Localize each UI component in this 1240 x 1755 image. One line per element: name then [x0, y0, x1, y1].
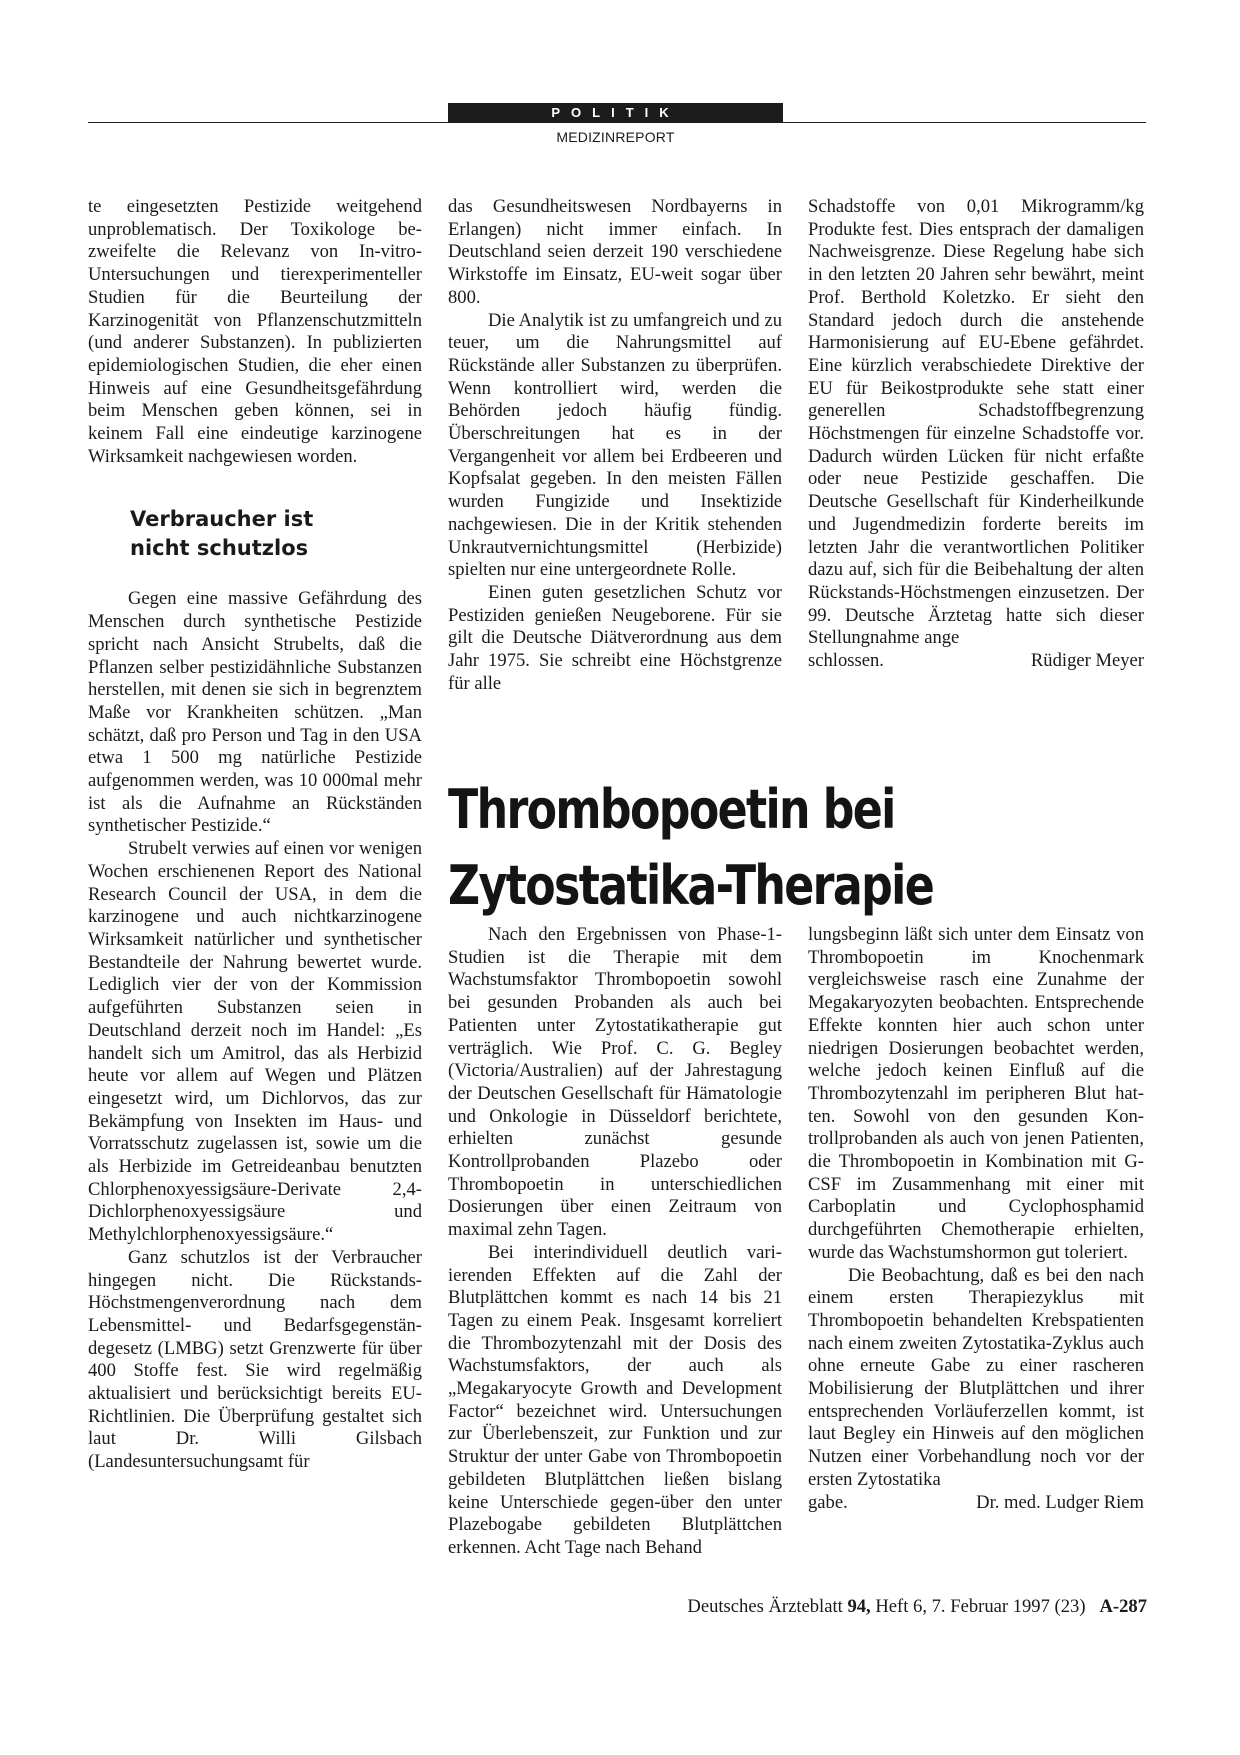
paragraph: Strubelt verwies auf einen vor wenigen Wochen erschienenen Report des National Research Council der USA, in dem die karzinogene und auch nichtkarzinogene Wirksamkeit natürlicher und synthetischer Bestandteile der Nahrung bewertet wurde. Lediglich vier der von der Kommission aufgeführten Substanzen seien in Deutschland derzeit noch im Handel: „Es handelt sich um Amitrol, das als Herbizid heute vor allem auf Wegen und Plätzen eingesetzt wird, um Dichlorvos, das zur Bekämpfung von Insekten im Haus- und Vorratsschutz zugelassen ist, sowie um die als Herbizide im Getreideanbau benutzten Chlorphenoxyessigsäure-Derivate 2,4-Dichlorphenoxyessigsäure und Methylchlorphenoxyessigsäure.“	[88, 838, 422, 1246]
paragraph: Gegen eine massive Gefährdung des Menschen durch synthetische Pestizide spricht nach Ansicht Strubelts, daß die Pflanzen selber pestizidähnliche Substanzen herstellen, mit denen sie sich in begrenztem Maße vor Krankheiten schützen. „Man schätzt, daß pro Person und Tag in den USA etwa 1 500 mg natürliche Pestizide aufgenommen werden, was 10 000mal mehr ist als die Aufnahme an Rückständen synthetischer Pestizide.“	[88, 588, 422, 837]
author-name: Rüdiger Meyer	[1030, 650, 1144, 672]
paragraph: Einen guten gesetzlichen Schutz vor Pestiziden genießen Neugeborene. Für sie gilt die Deutsche Diätverordnung aus dem Jahr 1975. Sie schreibt eine Höchstgrenze für alle	[448, 581, 782, 694]
signature-line	[808, 650, 1144, 673]
section-label: POLITIK	[448, 103, 783, 123]
volume-number: 94,	[847, 1596, 871, 1617]
paragraph: Bei interindividuell deutlich variierenden Effekten auf die Zahl der Blutplättchen kommt es nach 14 bis 21 Tagen zu einem Peak. Insgesamt korreliert die Thrombozytenzahl mit der Dosis des Wachstumsfaktors, der auch als „Megakaryocyte Growth and Development Factor“ bezeichnet wird. Untersuchungen zur Überlebenszeit, zur Funktion und zur Struktur der unter Gabe von Thrombopoetin gebildeten Blutplättchen ließen bislang keine Unterschiede gegen-über den unter Plazebogabe gebildeten Blutplättchen erkennen. Acht Tage nach Behand	[448, 1241, 782, 1558]
subheading-line: Verbraucher ist	[130, 507, 314, 532]
title-line: Thrombopoetin bei	[448, 778, 895, 841]
page-footer	[448, 1596, 1147, 1618]
paragraph: Ganz schutzlos ist der Verbraucher hingegen nicht. Die Rückstands-Höchstmengenverordnung nach dem Lebensmittel- und Bedarfsgegenständegesetz (LMBG) setzt Grenzwerte für über 400 Stoffe fest. Sie wird regelmäßig aktualisiert und berücksichtigt bereits EU-Richtlinien. Die Überprüfung gestaltet sich laut Dr. Willi Gilsbach (Landesuntersuchungsamt für	[88, 1246, 422, 1473]
article1-column-1	[88, 196, 422, 1474]
article1-column-2	[448, 196, 782, 695]
subheading	[130, 505, 422, 563]
subsection-label: MEDIZINREPORT	[556, 129, 675, 145]
article2-column-1	[448, 924, 782, 1560]
journal-name: Deutsches Ärzteblatt	[687, 1596, 843, 1617]
signature-line	[808, 1492, 1144, 1515]
subheading-line: nicht schutzlos	[130, 536, 309, 561]
article2-column-2	[808, 924, 1144, 1514]
issue-info: Heft 6, 7. Februar 1997 (23)	[875, 1596, 1086, 1617]
paragraph: lungsbeginn läßt sich unter dem Einsatz von Thrombopoetin im Knochenmark vergleichsweise rasch eine Zunahme der Megakaryozyten beobachten. Entsprechende Effekte konnten hier auch schon unter niedrigen Dosierungen beobachtet werden, welche jedoch keinen Einfluß auf die Thrombozytenzahl im peripheren Blut hatten. Sowohl von den gesunden Kontrollprobanden als auch von jenen Patienten, die Thrombopoetin in Kombination mit G-CSF im Zusammenhang mit einer mit Carboplatin und Cyclophosphamid durchgeführten Chemotherapie erhielten, wurde das Wachstumshormon gut toleriert.	[808, 924, 1144, 1263]
closing-word: schlossen.	[808, 650, 884, 672]
paragraph: das Gesundheitswesen Nordbayerns in Erlangen) nicht immer einfach. In Deutschland seien derzeit 190 verschiedene Wirkstoffe im Einsatz, EU-weit sogar über 800.	[448, 196, 782, 308]
closing-word: gabe.	[808, 1491, 848, 1513]
page-number: A-287	[1099, 1596, 1147, 1617]
paragraph: te eingesetzten Pestizide weitgehend unproblematisch. Der Toxikologe bezweifelte die Relevanz von In-vitro-Untersuchungen und tierexperimenteller Studien für die Beurteilung der Karzinogenität von Pflanzenschutzmitteln (und anderer Substanzen). In publizierten epidemiologischen Studien, die eher einen Hinweis auf eine Gesundheitsgefährdung beim Menschen geben können, sei in keinem Fall eine eindeutige karzinogene Wirksamkeit nachgewiesen worden.	[88, 196, 422, 467]
paragraph: Die Beobachtung, daß es bei den nach einem ersten Therapiezyklus mit Thrombopoetin behandelten Krebspatienten nach einem zweiten Zytostatika-Zyklus auch ohne erneute Gabe zu einer rascheren Mobilisierung der Blutplättchen und ihrer entsprechenden Vorläuferzellen kommt, ist laut Begley ein Hinweis auf den möglichen Nutzen einer Vorbehandlung noch vor der ersten Zytostatika	[808, 1264, 1144, 1490]
paragraph: Die Analytik ist zu umfangreich und zu teuer, um die Nahrungsmittel auf Rückstände aller Substanzen zu überprüfen. Wenn kontrolliert wird, werden die Behörden jedoch häufig fündig. Überschreitungen hat es in der Vergangenheit vor allem bei Erdbeeren und Kopfsalat gegeben. In den meisten Fällen wurden Fungizide und Insektizide nachgewiesen. Die in der Kritik stehenden Unkrautvernichtungsmittel (Herbizide) spielten nur eine untergeordnete Rolle.	[448, 309, 782, 581]
paragraph: Nach den Ergebnissen von Phase-1-Studien ist die Therapie mit dem Wachstumsfaktor Thrombopoetin sowohl bei gesunden Probanden als auch bei Patienten unter Zytostatikatherapie gut verträglich. Wie Prof. C. G. Begley (Victoria/Australien) auf der Jahrestagung der Deutschen Gesellschaft für Hämatologie und Onkologie in Düsseldorf berichtete, erhielten zunächst gesunde Kontrollprobanden Plazebo oder Thrombopoetin in unterschiedlichen Dosierungen über einen Zeitraum von maximal zehn Tagen.	[448, 924, 782, 1241]
article1-column-3	[808, 196, 1144, 673]
article-title	[448, 772, 1022, 924]
paragraph: Schadstoffe von 0,01 Mikrogramm/kg Produkte fest. Dies entsprach der damaligen Nachweisgrenze. Diese Regelung habe sich in den letzten 20 Jahren sehr bewährt, meint Prof. Berthold Koletzko. Er sieht den Standard jedoch durch die anstehende Harmonisierung auf EU-Ebene gefährdet. Eine kürzlich verabschiedete Direktive der EU für Beikostprodukte sehe statt einer generellen Schadstoffbegrenzung Höchstmengen für einzelne Schadstoffe vor. Dadurch würden Lücken für nicht erfaßte oder neue Pestizide geschaffen. Die Deutsche Gesellschaft für Kinderheilkunde und Jugendmedizin forderte bereits im letzten Jahr die verantwortlichen Politiker dazu auf, sich für die Beibehaltung der alten Rückstands-Höchstmengen einzusetzen. Der 99. Deutsche Ärztetag hatte sich dieser Stellungnahme ange	[808, 196, 1144, 649]
author-name: Dr. med. Ludger Riem	[976, 1491, 1144, 1513]
title-line: Zytostatika-Therapie	[448, 854, 934, 917]
